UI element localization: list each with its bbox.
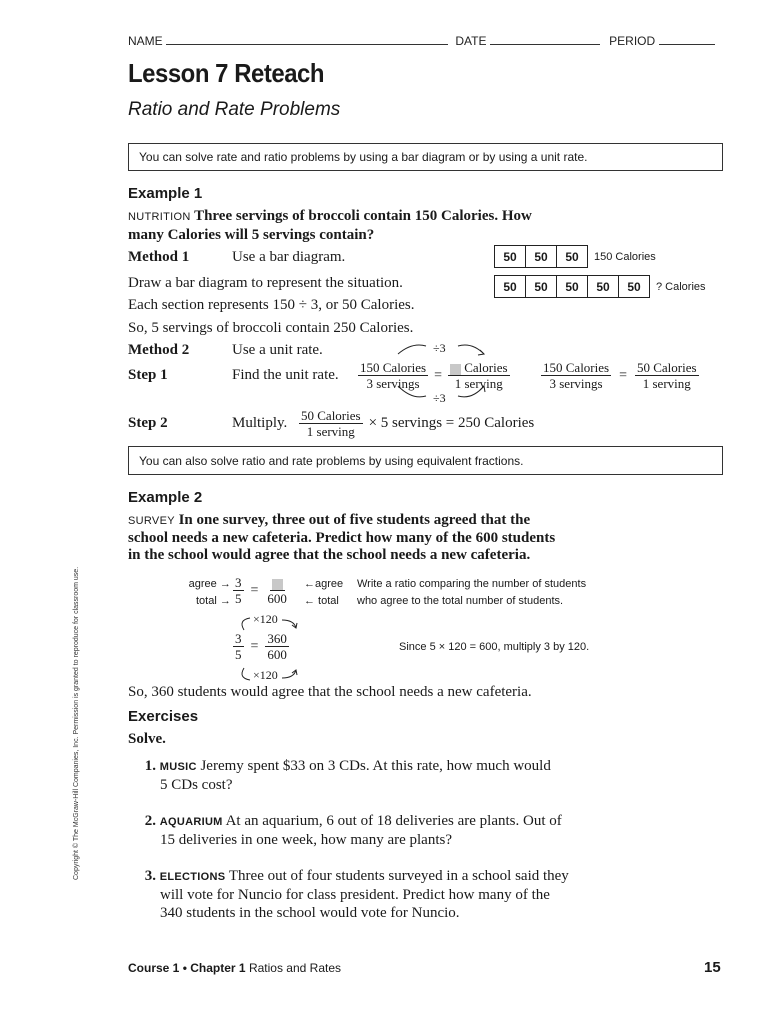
footer-topic: Ratios and Rates [248, 961, 342, 975]
equals-sign: = [250, 638, 259, 654]
bar-1-cell-3: 50 [565, 249, 579, 264]
ratio-equation [233, 575, 289, 606]
example1-problem-line1: Three servings of broccoli contain 150 Calories. How [194, 208, 532, 224]
bar-1-cells [494, 245, 588, 268]
divide-top-label: ÷3 [433, 341, 446, 355]
unknown-box [450, 364, 461, 375]
example1-tag: NUTRITION [128, 211, 191, 223]
unit-rate-eq-1 [358, 360, 510, 391]
fraction-3-5: $\frac{3}{5}$ [235, 575, 242, 606]
left-labels [188, 576, 231, 610]
step2-equation [299, 408, 534, 439]
exercise-2-line2: 15 deliveries in one week, how many are plants? [160, 832, 452, 848]
exercise-1-line2: 5 CDs cost? [160, 777, 233, 793]
date-field[interactable] [490, 34, 600, 45]
bar-1-cell-1: 50 [495, 246, 526, 267]
exercise-1 [128, 757, 608, 794]
ratio-note [357, 576, 586, 610]
fraction-50-1: $\frac{\text{50 Calories}}{\text{1 serving}}$ [636, 360, 697, 391]
footer-chapter: Chapter 1 [190, 961, 246, 975]
exercise-1-number: 1. [144, 758, 156, 774]
right-labels [304, 576, 343, 610]
divide-arrow-top-right [458, 345, 484, 354]
bar-diagram-1 [494, 245, 656, 268]
period-label: PERIOD [609, 34, 656, 48]
fraction-150-3: $\frac{\text{150 Calories}}{\text{3 servings}}$ [360, 360, 427, 391]
bar-diagram-2 [494, 275, 706, 298]
intro-box [128, 143, 723, 171]
solve-label: Solve. [128, 731, 166, 747]
method2-text: Use a unit rate. [232, 342, 323, 358]
step2-result: × 5 servings = 250 Calories [368, 415, 535, 431]
fraction-360-600: $\frac{360}{600}$ [267, 631, 287, 662]
example2-heading: Example 2 [128, 489, 203, 506]
example2-conclusion: So, 360 students would agree that the school needs a new cafeteria. [128, 684, 532, 700]
exercise-2 [128, 812, 608, 849]
box2-text: You can also solve ratio and rate problems by using equivalent fractions. [139, 453, 524, 468]
period-field[interactable] [659, 34, 715, 45]
exercise-3-number: 3. [144, 868, 156, 884]
example2-problem-line3: in the school would agree that the school needs a new cafeteria. [128, 547, 531, 563]
bar-2-cells [494, 275, 650, 298]
total-left-label: total → [196, 595, 231, 607]
bar-2-cell-2: 50 [526, 276, 557, 297]
bar-1-cell-2: 50 [526, 246, 557, 267]
bar-2-cell-1: 50 [495, 276, 526, 297]
header-line [128, 34, 715, 48]
bar-2-cell-5: 50 [627, 279, 641, 294]
example2-problem [128, 512, 555, 564]
agree-left-label: agree → [188, 578, 231, 590]
fraction-3-5-b: $\frac{3}{5}$ [235, 631, 242, 662]
equals-sign: = [434, 367, 442, 383]
step2-label: Step 2 [128, 415, 168, 431]
bar-1-label: 150 Calories [594, 250, 656, 263]
exercise-2-tag: AQUARIUM [159, 816, 223, 828]
footer-bullet: • [182, 961, 187, 975]
example1-line3: So, 5 servings of broccoli contain 250 Calories. [128, 320, 414, 336]
example2-tag: SURVEY [128, 515, 175, 527]
bar-2-cell-3: 50 [557, 276, 588, 297]
agree-right-label: ←agree [304, 578, 344, 590]
exercise-3-line2: will vote for Nuncio for class president. Predict how many of the [160, 887, 550, 903]
method1-text: Use a bar diagram. [232, 249, 346, 265]
step1-label: Step 1 [128, 367, 168, 383]
example2-problem-line2: school needs a new cafeteria. Predict how many of the 600 students [128, 530, 556, 546]
bar-2-cell-4: 50 [588, 276, 619, 297]
example1-line1: Draw a bar diagram to represent the situation. [128, 275, 403, 291]
name-field[interactable] [166, 34, 448, 45]
exercise-3-line3: 340 students in the school would vote for Nuncio. [160, 905, 460, 921]
times120-bottom: ×120 [253, 668, 278, 682]
equals-sign: = [250, 582, 259, 598]
page-title: Lesson 7 Reteach [128, 58, 325, 88]
divide-arrow-top [398, 345, 426, 354]
total-right-label: ← total [304, 595, 339, 607]
exercise-1-tag: MUSIC [159, 761, 197, 773]
unit-rate-eq-2 [541, 360, 699, 391]
multiply-note: Since 5 × 120 = 600, multiply 3 by 120. [399, 641, 590, 653]
ratio-note-line1: Write a ratio comparing the number of students [357, 578, 587, 590]
example1-problem [128, 207, 532, 244]
example1-heading: Example 1 [128, 185, 203, 202]
fraction-50-1-b: $\frac{\text{50 Calories}}{\text{1 serving}}$ [301, 408, 361, 439]
method2-label: Method 2 [128, 342, 190, 358]
fraction-unknown: $\frac{\text{Calories}}{\text{1 serving}}$ [448, 360, 510, 391]
example1-problem-line2: many Calories will 5 servings contain? [128, 227, 375, 243]
equivalent-equation [233, 631, 289, 662]
step2-text: Multiply. [232, 415, 288, 431]
page-number: 15 [704, 959, 721, 976]
footer-course [128, 961, 341, 975]
date-label: DATE [455, 34, 487, 48]
exercise-3 [128, 867, 608, 922]
fraction-unknown-600: 600 [265, 575, 289, 606]
exercise-1-line1: Jeremy spent $33 on 3 CDs. At this rate, how much would [200, 758, 551, 774]
times120-top: ×120 [253, 612, 278, 626]
equals-sign: = [619, 367, 627, 383]
exercise-2-number: 2. [144, 813, 156, 829]
intro-text: You can solve rate and ratio problems by using a bar diagram or by using a unit rate. [139, 150, 588, 164]
step1-text: Find the unit rate. [232, 367, 339, 383]
exercise-3-tag: ELECTIONS [159, 871, 226, 883]
bar-2-label: ? Calories [656, 280, 706, 293]
name-label: NAME [128, 34, 163, 48]
footer-course-label: Course 1 [128, 961, 180, 975]
ratio-note-line2: who agree to the total number of students. [357, 595, 564, 607]
example2-problem-line1: In one survey, three out of five students agreed that the [178, 512, 531, 528]
example1-line2: Each section represents 150 ÷ 3, or 50 Calories. [128, 297, 415, 313]
page-subtitle: Ratio and Rate Problems [128, 99, 341, 120]
exercise-3-line1: Three out of four students surveyed in a school said they [228, 868, 569, 884]
exercises-heading: Exercises [128, 708, 199, 725]
divide-bottom-label: ÷3 [433, 391, 446, 405]
fraction-150-3-b: $\frac{\text{150 Calories}}{\text{3 servings}}$ [543, 360, 610, 391]
unknown-box-2 [272, 579, 283, 590]
copyright-notice: Copyright © The McGraw-Hill Companies, Inc. Permission is granted to reproduce for classroom use. [73, 566, 80, 880]
method1-label: Method 1 [128, 249, 190, 265]
equivalent-fractions-box [128, 446, 723, 475]
exercise-2-line1: At an aquarium, 6 out of 18 deliveries are plants. Out of [225, 813, 562, 829]
